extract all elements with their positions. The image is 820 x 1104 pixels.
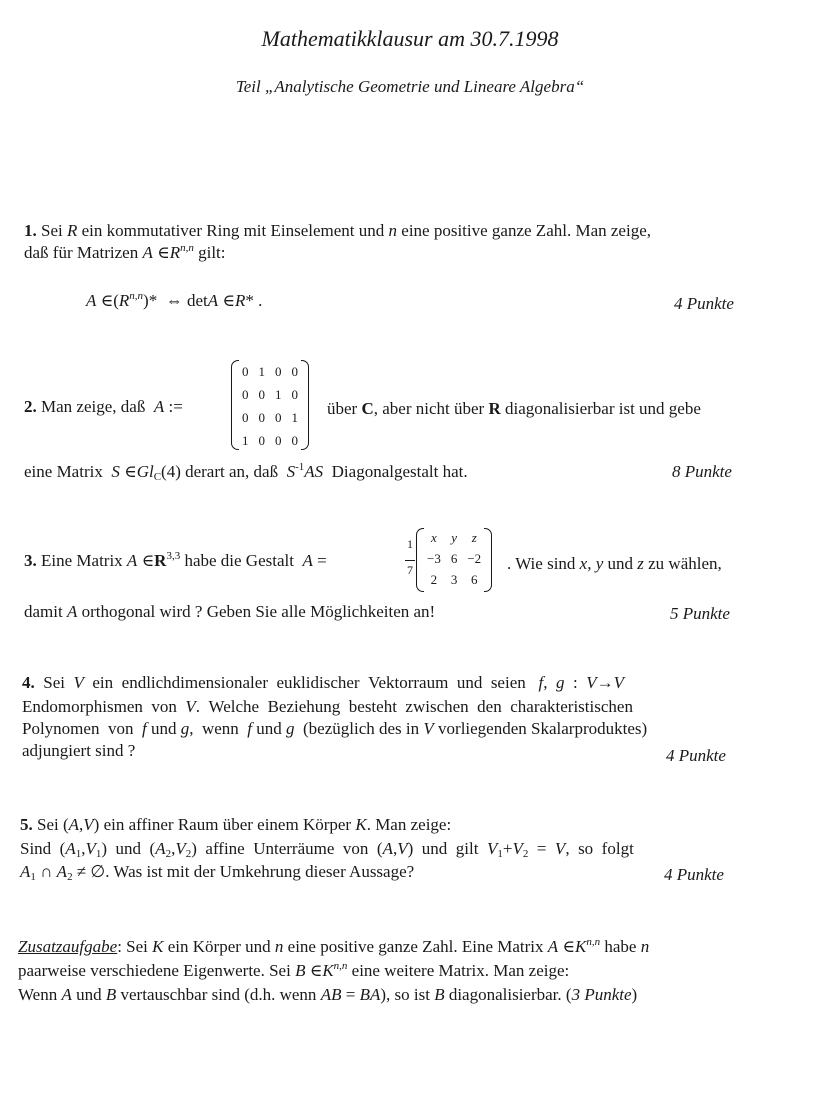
problem-2-matrix: 0 1 0 0 0 0 1 0 0 0 0 1 1 0 0 0 [231,360,309,450]
problem-1-points: 4 Punkte [674,294,734,313]
problem-5-text-line2: Sind $(A_1,V_1)$ und $(A_2,V_2)$ affine Unterräume von (A,V) und gilt $V_1+V_2 = V$, so folgt [20,839,634,860]
problem-5-text: 5. Sei (A,V) ein affiner Raum über einem Körper K. Man zeige: [20,815,452,834]
problem-4-points: 4 Punkte [666,746,726,765]
problem-3-text-line2: damit A orthogonal wird ? Geben Sie alle Möglichkeiten an! [24,602,436,621]
extra-points: 3 Punkte [571,985,632,1004]
problem-3-points: 5 Punkte [670,604,730,623]
problem-3-fraction: 1 7 [407,537,413,577]
problem-2-text: 2. Man zeige, daß A := [24,397,183,416]
problem-3-text: 3. Eine Matrix A $\in R^{3,3}$ habe die Gestalt A = [24,550,327,570]
problem-3-matrix: x y z −3 6 −2 2 3 6 [416,528,492,592]
page-title: Mathematikklausur am 30.7.1998 [261,26,559,51]
extra-text: Zusatzaufgabe: Sei K ein Körper und n eine positive ganze Zahl. Eine Matrix A $\in K^{n,n}$ habe n [18,936,650,956]
problem-4-text-line3: Polynomen von f und g, wenn f und g (bezüglich des in V vorliegenden Skalarproduktes) [22,719,648,738]
problem-2-text-line2: eine Matrix S $\in Gl_C(4)$ derart an, daß $S^{-1}AS$ Diagonalgestalt hat. [24,461,468,483]
extra-text-line2: paarweise verschiedene Eigenwerte. Sei B $\in K^{n,n}$ eine weitere Matrix. Man zeige: [18,960,570,980]
problem-5-number: 5. [20,815,33,834]
problem-1-formula: A $\in(R^{n,n})*$ ⇔ detA ∈R* . [86,290,263,310]
problem-1-text-line2: daß für Matrizen A $\in R^{n,n}$ gilt: [24,242,226,262]
problem-3-number: 3. [24,551,37,570]
page-subtitle: Teil „Analytische Geometrie und Lineare Algebra“ [235,77,585,96]
problem-2-text-cont: über C, aber nicht über R diagonalisierbar ist und gebe [327,399,701,418]
problem-4-text-line2: Endomorphismen von V. Welche Beziehung besteht zwischen den charakteristischen [22,697,633,716]
problem-4-text: 4. Sei V ein endlichdimensionaler euklidischer Vektorraum und seien f, g : V→V [22,673,625,692]
problem-2-number: 2. [24,397,37,416]
problem-4-number: 4. [22,673,35,692]
problem-3-text-cont: . Wie sind x, y und z zu wählen, [507,554,722,573]
problem-1-text: 1. Sei R ein kommutativer Ring mit Einselement und n eine positive ganze Zahl. Man zeige, [24,221,651,240]
problem-1-number: 1. [24,221,37,240]
problem-5-text-line3: $A_1$ ∩ $A_2$ ≠ ∅. Was ist mit der Umkehrung dieser Aussage? [20,862,415,883]
problem-4-text-line4: adjungiert sind ? [22,741,136,760]
extra-label: Zusatzaufgabe [18,937,118,956]
problem-2-points: 8 Punkte [672,462,732,481]
extra-text-line3: Wenn A und B vertauschbar sind (d.h. wenn AB = BA), so ist B diagonalisierbar. (3 Punkte) [18,985,638,1004]
problem-5-points: 4 Punkte [664,865,724,884]
